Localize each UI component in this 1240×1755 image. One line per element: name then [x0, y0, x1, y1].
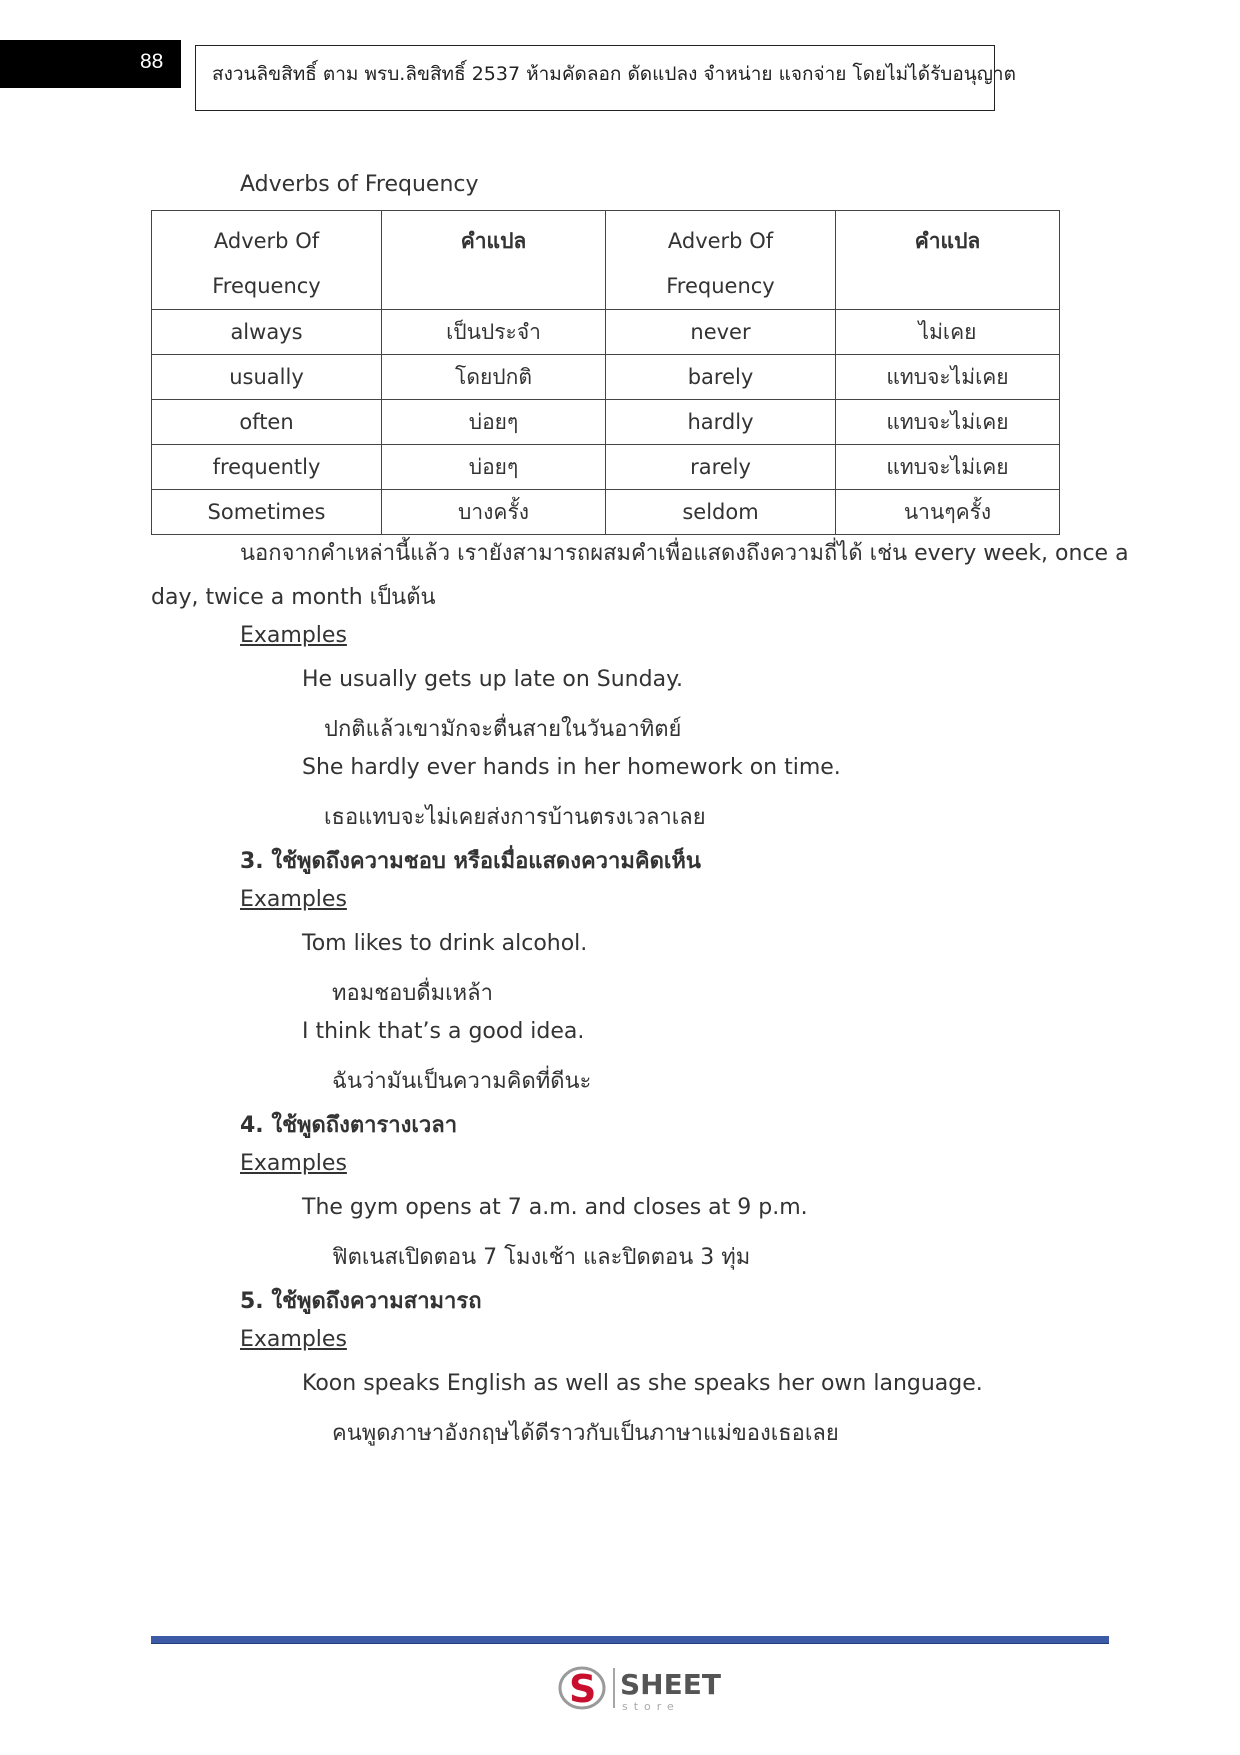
sheet-store-logo	[556, 1658, 726, 1714]
table-cell: usually	[152, 355, 382, 400]
table-cell: hardly	[606, 400, 836, 445]
example-thai: ฉันว่ามันเป็นความคิดที่ดีนะ	[332, 1069, 592, 1094]
table-row	[152, 400, 1060, 445]
header-cell-adverb-2: Adverb Of Frequency	[606, 211, 836, 310]
table-cell: ไม่เคย	[836, 310, 1060, 355]
section-heading-4: 4. ใช้พูดถึงตารางเวลา	[240, 1113, 458, 1138]
copyright-header-box	[195, 45, 1016, 111]
table-cell: บ่อยๆ	[382, 445, 606, 490]
examples-label: Examples	[240, 1151, 347, 1176]
table-cell: often	[152, 400, 382, 445]
example-english: I think that’s a good idea.	[302, 1019, 585, 1044]
logo-sub: store	[622, 1700, 680, 1713]
example-english: Tom likes to drink alcohol.	[302, 931, 588, 956]
example-thai: คนพูดภาษาอังกฤษได้ดีราวกับเป็นภาษาแม่ของเธอเลย	[332, 1421, 839, 1446]
paragraph-line-2: day, twice a month เป็นต้น	[151, 585, 436, 610]
example-english: The gym opens at 7 a.m. and closes at 9 p.m.	[302, 1195, 808, 1220]
table-cell: แทบจะไม่เคย	[836, 445, 1060, 490]
example-english: He usually gets up late on Sunday.	[302, 667, 683, 692]
table-header-row	[152, 211, 1060, 310]
adverbs-frequency-table	[151, 210, 1060, 535]
table-cell: แทบจะไม่เคย	[836, 400, 1060, 445]
table-cell: บ่อยๆ	[382, 400, 606, 445]
table-cell: never	[606, 310, 836, 355]
examples-label: Examples	[240, 887, 347, 912]
section-heading-5: 5. ใช้พูดถึงความสามารถ	[240, 1289, 482, 1314]
examples-label: Examples	[240, 623, 347, 648]
table-row	[152, 445, 1060, 490]
logo-brand: SHEET	[620, 1668, 721, 1701]
table-cell: always	[152, 310, 382, 355]
header-cell-translation-1: คำแปล	[382, 211, 606, 310]
logo-s-icon: S	[569, 1667, 597, 1711]
table-row	[152, 490, 1060, 535]
table-cell: นานๆครั้ง	[836, 490, 1060, 535]
header-cell-adverb-1: Adverb Of Frequency	[152, 211, 382, 310]
table-cell: frequently	[152, 445, 382, 490]
table-cell: barely	[606, 355, 836, 400]
table-cell: seldom	[606, 490, 836, 535]
table-cell: Sometimes	[152, 490, 382, 535]
page-number: 88	[140, 50, 164, 73]
section-heading-3: 3. ใช้พูดถึงความชอบ หรือเมื่อแสดงความคิดเห็น	[240, 849, 701, 874]
table-row	[152, 355, 1060, 400]
examples-label: Examples	[240, 1327, 347, 1352]
footer-divider	[151, 1636, 1109, 1644]
example-thai: ฟิตเนสเปิดตอน 7 โมงเช้า และปิดตอน 3 ทุ่ม	[332, 1245, 751, 1270]
table-cell: rarely	[606, 445, 836, 490]
table-title: Adverbs of Frequency	[240, 172, 479, 197]
example-english: Koon speaks English as well as she speaks her own language.	[302, 1371, 983, 1396]
example-thai: เธอแทบจะไม่เคยส่งการบ้านตรงเวลาเลย	[324, 805, 706, 830]
table-cell: แทบจะไม่เคย	[836, 355, 1060, 400]
table-cell: โดยปกติ	[382, 355, 606, 400]
example-thai: ปกติแล้วเขามักจะตื่นสายในวันอาทิตย์	[324, 717, 682, 742]
table-row	[152, 310, 1060, 355]
table-cell: บางครั้ง	[382, 490, 606, 535]
header-cell-translation-2: คำแปล	[836, 211, 1060, 310]
example-english: She hardly ever hands in her homework on time.	[302, 755, 841, 780]
paragraph-line-1: นอกจากคำเหล่านี้แล้ว เรายังสามารถผสมคำเพื่อแสดงถึงความถี่ได้ เช่น every week, once a	[240, 541, 1129, 566]
example-thai: ทอมชอบดื่มเหล้า	[332, 981, 493, 1006]
copyright-notice: สงวนลิขสิทธิ์ ตาม พรบ.ลิขสิทธิ์ 2537 ห้ามคัดลอก ดัดแปลง จำหน่าย แจกจ่าย โดยไม่ได้รับอนุญาต	[212, 63, 1016, 85]
table-cell: เป็นประจำ	[382, 310, 606, 355]
